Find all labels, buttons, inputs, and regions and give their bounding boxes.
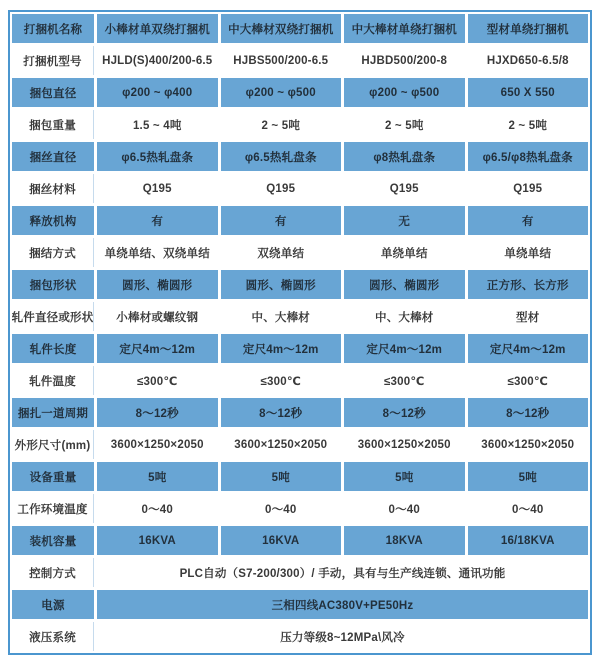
value-cell: 2 ~ 5吨	[468, 110, 589, 139]
row-label-cell: 轧件温度	[12, 366, 94, 395]
value-cell: HJBS500/200-6.5	[221, 46, 342, 75]
value-cell: 单绕单结	[344, 238, 465, 267]
value-cell: HJBD500/200-8	[344, 46, 465, 75]
table-row	[12, 238, 588, 267]
value-cell: 0～40	[97, 494, 218, 523]
value-cell: 定尺4m～12m	[468, 334, 589, 363]
row-label-cell: 外形尺寸(mm)	[12, 430, 94, 459]
row-label-cell: 捆包形状	[12, 270, 94, 299]
row-label-cell: 轧件长度	[12, 334, 94, 363]
value-cell: 8～12秒	[221, 398, 342, 427]
row-label-cell: 打捆机型号	[12, 46, 94, 75]
table-row	[12, 334, 588, 363]
table-row	[12, 494, 588, 523]
value-cell: 小棒材或螺纹钢	[97, 302, 218, 331]
value-cell: PLC自动（S7-200/300）/ 手动，具有与生产线连锁、通讯功能	[97, 558, 588, 587]
value-cell: φ6.5热轧盘条	[221, 142, 342, 171]
row-label-cell: 释放机构	[12, 206, 94, 235]
value-cell: 中、大棒材	[221, 302, 342, 331]
table-row	[12, 558, 588, 587]
table-row	[12, 526, 588, 555]
value-cell: 0～40	[344, 494, 465, 523]
row-label-cell: 打捆机名称	[12, 14, 94, 43]
value-cell: 有	[468, 206, 589, 235]
table-row	[12, 78, 588, 107]
value-cell: Q195	[221, 174, 342, 203]
table-row	[12, 14, 588, 43]
value-cell: 三相四线AC380V+PE50Hz	[97, 590, 588, 619]
table-row	[12, 142, 588, 171]
row-label-cell: 捆扎一道周期	[12, 398, 94, 427]
table-row	[12, 270, 588, 299]
value-cell: φ6.5热轧盘条	[97, 142, 218, 171]
value-cell: Q195	[468, 174, 589, 203]
row-label-cell: 捆包重量	[12, 110, 94, 139]
value-cell: 圆形、椭圆形	[344, 270, 465, 299]
column-header-cell: 中大棒材双绕打捆机	[221, 14, 342, 43]
row-label-cell: 捆包直径	[12, 78, 94, 107]
table-row	[12, 398, 588, 427]
value-cell: 中、大棒材	[344, 302, 465, 331]
value-cell: ≤300℃	[468, 366, 589, 395]
table-row	[12, 366, 588, 395]
table-row	[12, 430, 588, 459]
value-cell: 16/18KVA	[468, 526, 589, 555]
value-cell: 1.5 ~ 4吨	[97, 110, 218, 139]
value-cell: ≤300℃	[221, 366, 342, 395]
value-cell: φ200 ~ φ400	[97, 78, 218, 107]
table-row	[12, 110, 588, 139]
value-cell: 5吨	[344, 462, 465, 491]
value-cell: 有	[221, 206, 342, 235]
row-label-cell: 设备重量	[12, 462, 94, 491]
value-cell: 3600×1250×2050	[221, 430, 342, 459]
value-cell: HJLD(S)400/200-6.5	[97, 46, 218, 75]
value-cell: φ200 ~ φ500	[344, 78, 465, 107]
value-cell: 单绕单结	[468, 238, 589, 267]
value-cell: 型材	[468, 302, 589, 331]
column-header-cell: 小棒材单双绕打捆机	[97, 14, 218, 43]
value-cell: 圆形、椭圆形	[221, 270, 342, 299]
value-cell: HJXD650-6.5/8	[468, 46, 589, 75]
value-cell: 8～12秒	[468, 398, 589, 427]
value-cell: φ8热轧盘条	[344, 142, 465, 171]
value-cell: 无	[344, 206, 465, 235]
table-row	[12, 622, 588, 651]
value-cell: 3600×1250×2050	[344, 430, 465, 459]
row-label-cell: 捆丝直径	[12, 142, 94, 171]
value-cell: 定尺4m～12m	[344, 334, 465, 363]
value-cell: 压力等级8~12MPa\风冷	[97, 622, 588, 651]
value-cell: Q195	[344, 174, 465, 203]
value-cell: 8～12秒	[97, 398, 218, 427]
value-cell: 5吨	[221, 462, 342, 491]
value-cell: 2 ~ 5吨	[221, 110, 342, 139]
column-header-cell: 中大棒材单绕打捆机	[344, 14, 465, 43]
value-cell: 16KVA	[97, 526, 218, 555]
value-cell: 18KVA	[344, 526, 465, 555]
row-label-cell: 轧件直径或形状	[12, 302, 94, 331]
row-label-cell: 电源	[12, 590, 94, 619]
spec-table	[8, 10, 592, 655]
row-label-cell: 工作环境温度	[12, 494, 94, 523]
value-cell: 3600×1250×2050	[468, 430, 589, 459]
value-cell: 定尺4m～12m	[221, 334, 342, 363]
table-row	[12, 174, 588, 203]
row-label-cell: 捆结方式	[12, 238, 94, 267]
row-label-cell: 控制方式	[12, 558, 94, 587]
value-cell: 定尺4m～12m	[97, 334, 218, 363]
value-cell: 正方形、长方形	[468, 270, 589, 299]
value-cell: 圆形、椭圆形	[97, 270, 218, 299]
table-row	[12, 302, 588, 331]
value-cell: ≤300℃	[344, 366, 465, 395]
value-cell: 0～40	[468, 494, 589, 523]
value-cell: 16KVA	[221, 526, 342, 555]
value-cell: 650 X 550	[468, 78, 589, 107]
value-cell: 5吨	[97, 462, 218, 491]
value-cell: 3600×1250×2050	[97, 430, 218, 459]
row-label-cell: 捆丝材料	[12, 174, 94, 203]
table-row	[12, 206, 588, 235]
row-label-cell: 装机容量	[12, 526, 94, 555]
table-row	[12, 462, 588, 491]
value-cell: 2 ~ 5吨	[344, 110, 465, 139]
column-header-cell: 型材单绕打捆机	[468, 14, 589, 43]
value-cell: φ200 ~ φ500	[221, 78, 342, 107]
table-row	[12, 46, 588, 75]
value-cell: ≤300℃	[97, 366, 218, 395]
table-row	[12, 590, 588, 619]
row-label-cell: 液压系统	[12, 622, 94, 651]
value-cell: 8～12秒	[344, 398, 465, 427]
value-cell: φ6.5/φ8热轧盘条	[468, 142, 589, 171]
value-cell: 单绕单结、双绕单结	[97, 238, 218, 267]
value-cell: 0～40	[221, 494, 342, 523]
value-cell: 5吨	[468, 462, 589, 491]
value-cell: 有	[97, 206, 218, 235]
value-cell: 双绕单结	[221, 238, 342, 267]
value-cell: Q195	[97, 174, 218, 203]
